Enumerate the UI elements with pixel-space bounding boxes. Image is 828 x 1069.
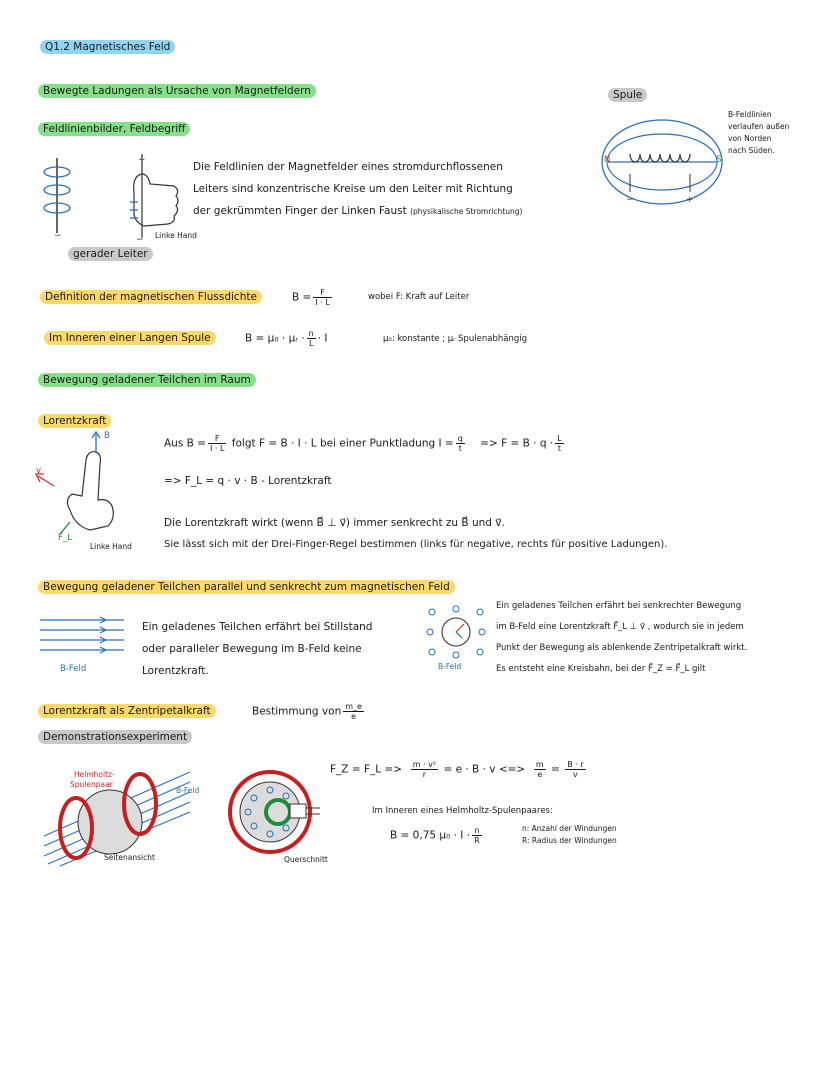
svg-text:−: − — [136, 235, 144, 245]
helmholtz-label-2: Spulenpaar — [70, 780, 113, 789]
zentripetalkraft-label: Lorentzkraft als Zentripetalkraft — [38, 704, 216, 718]
querschnitt-label: Querschnitt — [284, 855, 328, 864]
bfeld-label-3: B-Feld — [176, 786, 200, 795]
drei-finger-hand-diagram — [30, 430, 150, 550]
svg-text:+: + — [686, 195, 694, 205]
parallel-field-diagram — [40, 616, 124, 656]
lange-spule-label: Im Inneren einer Langen Spule — [44, 331, 216, 345]
spule-note-3: von Norden — [728, 134, 772, 143]
section-feldlinienbilder: Feldlinienbilder, Feldbegriff — [38, 122, 190, 136]
helmholtz-side-view — [40, 766, 210, 866]
left-fist-diagram — [114, 152, 184, 245]
label-v-vector: v — [36, 466, 42, 476]
helmholtz-R-note: R: Radius der Windungen — [522, 836, 617, 845]
helmholtz-label-1: Helmholtz- — [74, 770, 115, 779]
lorentz-formula: => F_L = q · v · B - Lorentzkraft — [164, 475, 332, 487]
gerader-leiter-label: gerader Leiter — [68, 247, 153, 261]
helmholtz-text: Im Inneren eines Helmholtz-Spulenpaares: — [372, 806, 553, 816]
spule-note-2: verlaufen außen — [728, 122, 790, 131]
spule-formula-note: μ₀: konstante ; μᵣ Spulenabhängig — [383, 334, 527, 344]
parallel-text-2: oder paralleler Bewegung im B-Feld keine — [142, 643, 362, 655]
parallel-text-3: Lorentzkraft. — [142, 665, 209, 677]
perpendicular-field-diagram — [426, 606, 486, 658]
pole-south: S — [716, 155, 722, 165]
leiter-text-1: Die Feldlinien der Magnetfelder eines stromdurchflossenen — [193, 161, 503, 173]
coil-field-diagram — [600, 112, 725, 212]
seitenansicht-label: Seitenansicht — [104, 853, 155, 862]
spule-formula: B = μ₀ · μᵣ · $\frac{n}{L}$ · I — [245, 329, 328, 348]
svg-text:−: − — [54, 231, 62, 241]
svg-text:−: − — [626, 195, 634, 205]
linke-hand-label-2: Linke Hand — [90, 542, 132, 551]
senk-text-3: Punkt der Bewegung als ablenkende Zentripetalkraft wirkt. — [496, 643, 748, 653]
lorentz-derivation: Aus B = $\frac{F}{I \cdot L}$ folgt F = B · I · L bei einer Punktladung I = $\frac{q}{t}$ => F = B · q · $\frac{L}{t}$ — [164, 434, 562, 453]
straight-conductor-diagram — [40, 158, 74, 241]
linke-hand-label-1: Linke Hand — [155, 231, 197, 240]
label-B-vector: B — [104, 431, 110, 441]
parallel-senkrecht-header: Bewegung geladener Teilchen parallel und senkrecht zum magnetischen Feld — [38, 580, 455, 594]
senk-text-4: Es entsteht eine Kreisbahn, bei der F⃗_Z = F⃗_L gilt — [496, 664, 706, 674]
bfeld-label-1: B-Feld — [60, 664, 87, 674]
spule-note-1: B-Feldlinien — [728, 110, 772, 119]
definition-flussdichte-label: Definition der magnetischen Flussdichte — [40, 290, 262, 304]
label-FL-vector: F_L — [58, 533, 72, 543]
spule-label: Spule — [608, 88, 647, 102]
senk-text-2: im B-Feld eine Lorentzkraft F⃗_L ⊥ v⃗ , wodurch sie in jedem — [496, 622, 744, 632]
def-note: wobei F: Kraft auf Leiter — [368, 292, 470, 302]
zentripetal-equation: F_Z = F_L => $\frac{\text{m · v²}}{r}$ = e · B · v <=> $\frac{m}{e}$ = $\frac{B \cdot r}{v}$ — [330, 760, 584, 779]
leiter-text-2: Leiters sind konzentrische Kreise um den Leiter mit Richtung — [193, 183, 513, 195]
leiter-text-3: der gekrümmten Finger der Linken Faust (physikalische Stromrichtung) — [193, 205, 523, 217]
section-bewegung-raum: Bewegung geladener Teilchen im Raum — [38, 373, 256, 387]
lorentzkraft-label: Lorentzkraft — [38, 414, 111, 428]
def-formula: B = $\frac{F}{I \cdot L}$ — [292, 288, 330, 307]
demonstrationsexperiment-label: Demonstrationsexperiment — [38, 730, 192, 744]
section-bewegte-ladungen: Bewegte Ladungen als Ursache von Magnetfeldern — [38, 84, 316, 98]
pole-north: N — [604, 155, 611, 165]
helmholtz-n-note: n: Anzahl der Windungen — [522, 824, 617, 833]
bfeld-label-2: B-Feld — [438, 662, 462, 671]
lorentz-rule: Sie lässt sich mit der Drei-Finger-Regel bestimmen (links für negative, rechts für positive Ladungen). — [164, 539, 668, 550]
parallel-text-1: Ein geladenes Teilchen erfährt bei Stillstand — [142, 621, 373, 633]
lorentz-direction: Die Lorentzkraft wirkt (wenn B⃗ ⊥ v⃗) immer senkrecht zu B⃗ und v⃗. — [164, 517, 505, 529]
spule-note-4: nach Süden. — [728, 146, 775, 155]
helmholtz-formula: B = 0,75 μ₀ · I · $\frac{n}{R}$ — [390, 826, 480, 845]
page-title: Q1.2 Magnetisches Feld — [40, 40, 175, 54]
querschnitt-diagram — [224, 770, 334, 856]
bestimmung-text: Bestimmung von $\frac{m\_e}{e}$ — [252, 702, 362, 721]
senk-text-1: Ein geladenes Teilchen erfährt bei senkrechter Bewegung — [496, 601, 742, 611]
svg-text:+: + — [138, 155, 146, 165]
